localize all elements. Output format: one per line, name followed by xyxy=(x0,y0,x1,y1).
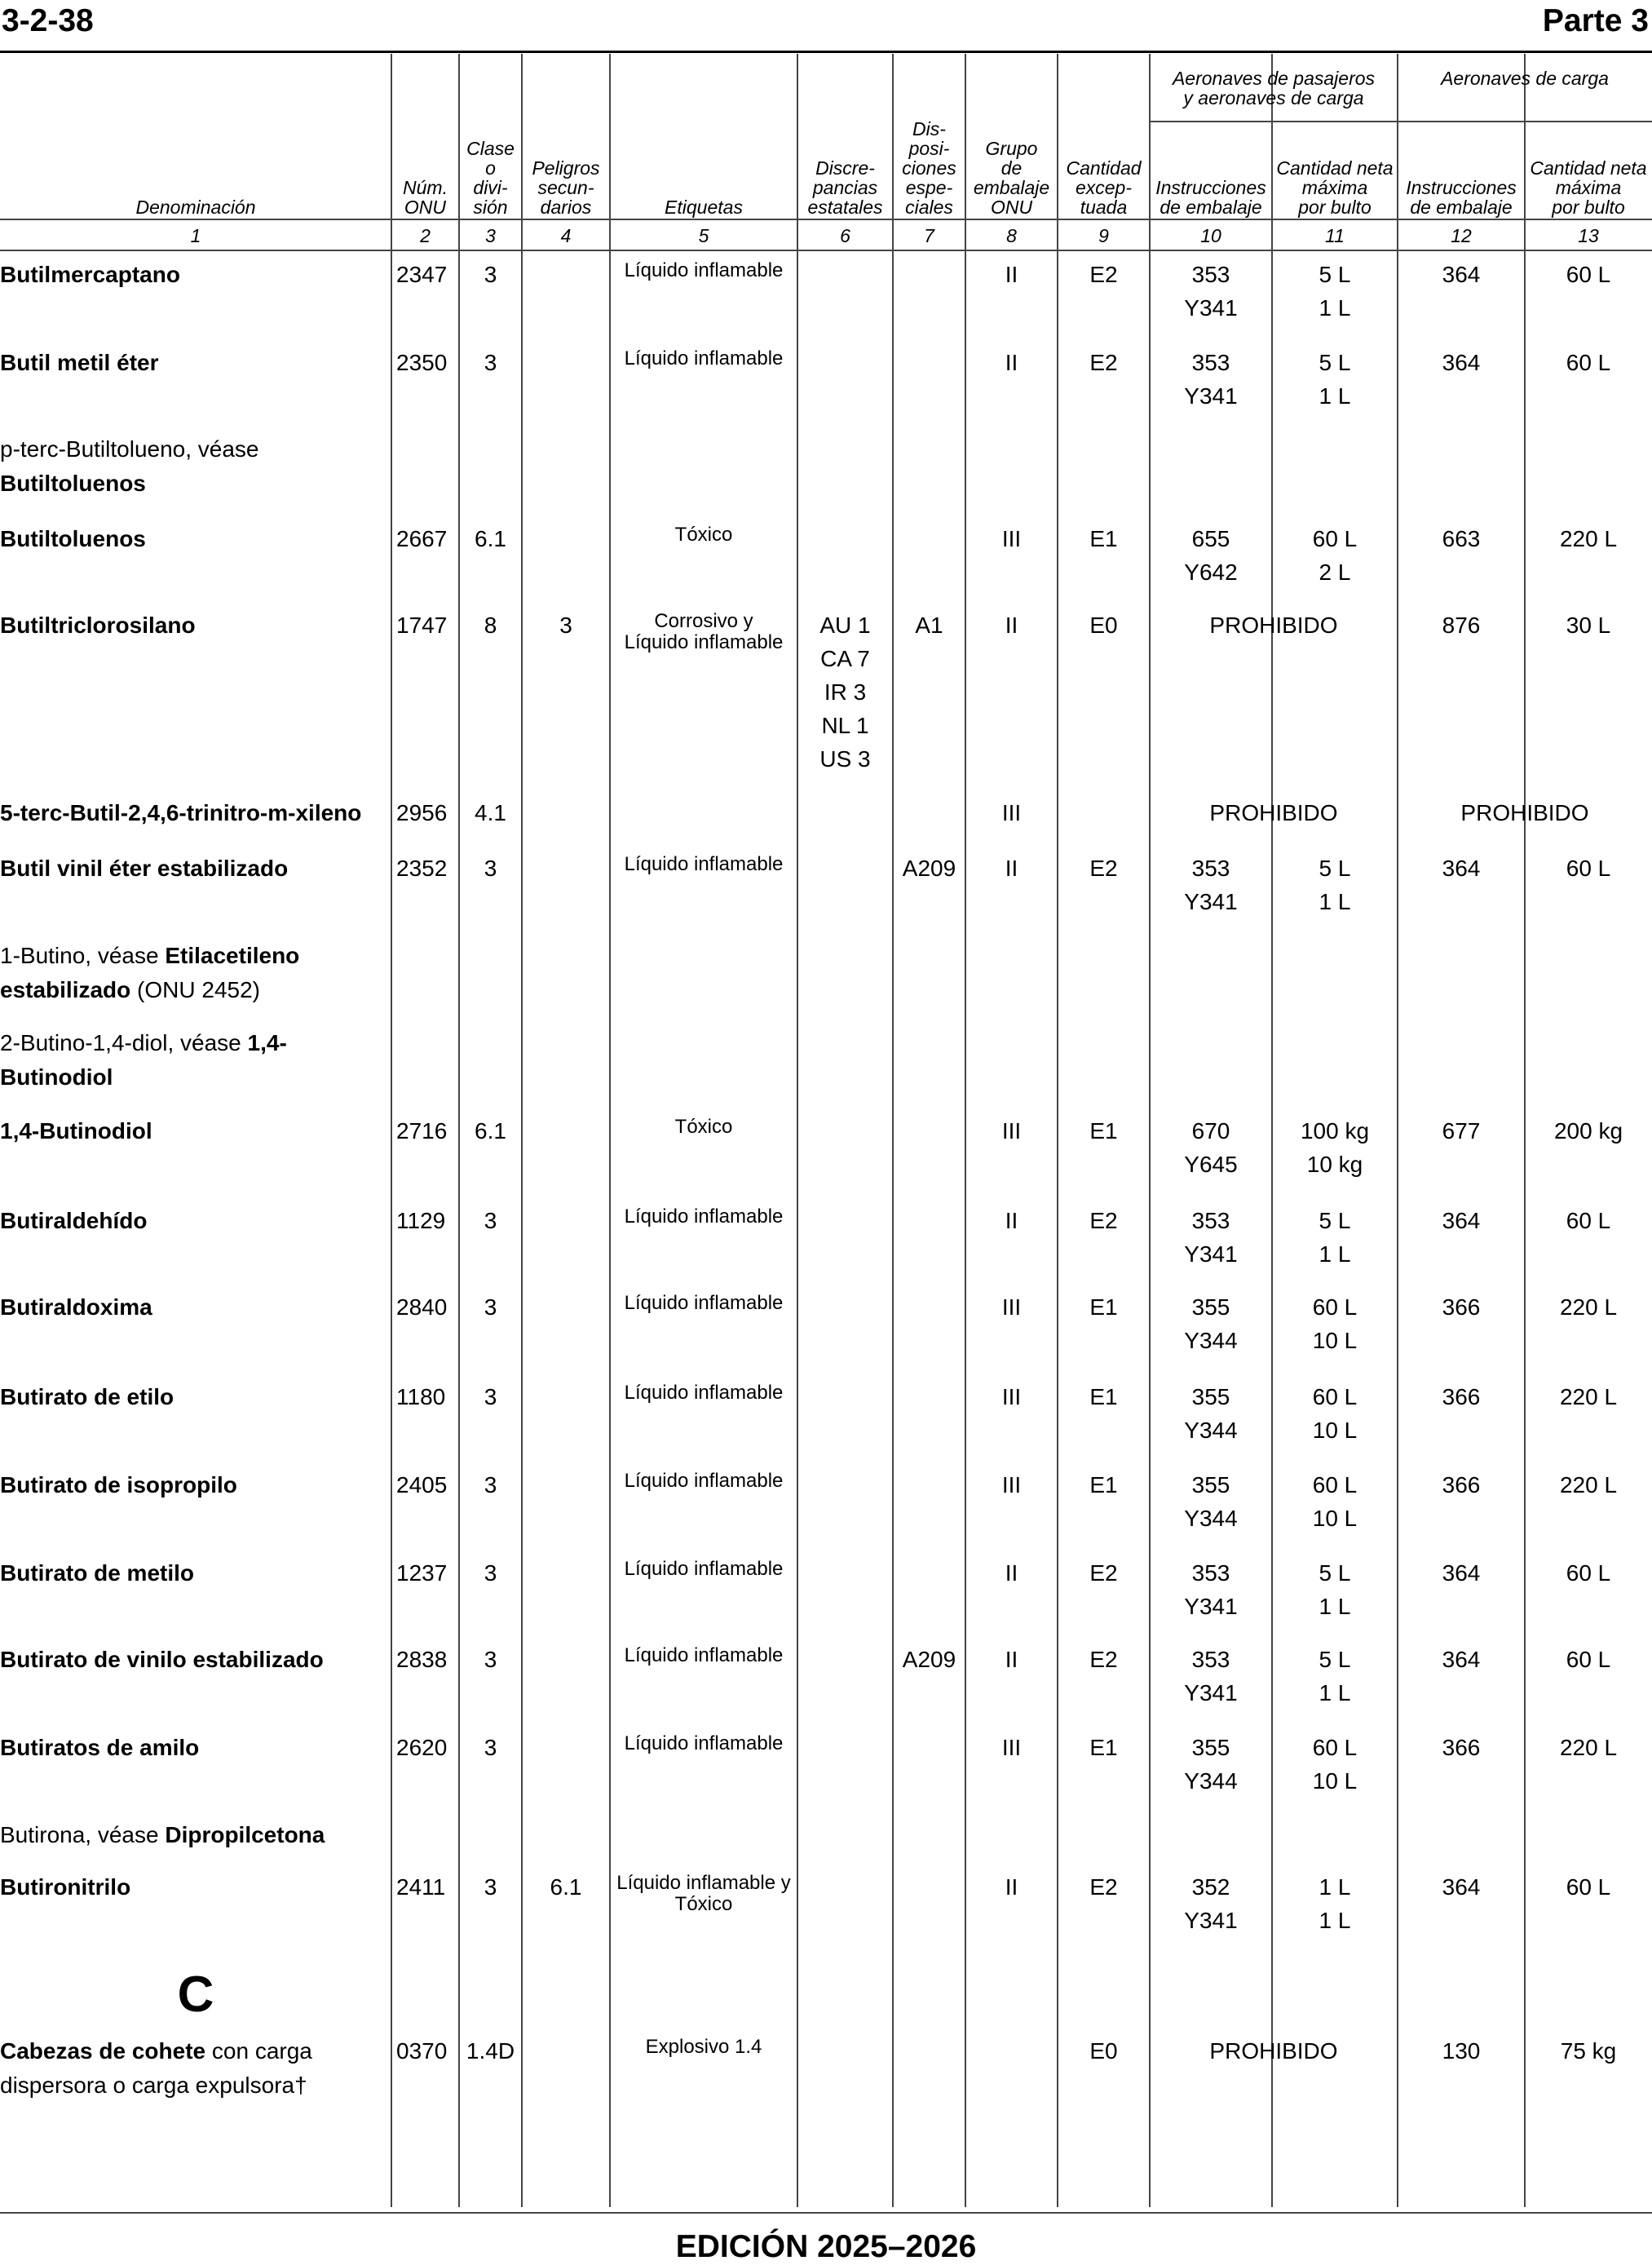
substance-name xyxy=(0,1731,383,1765)
substance-name-bold: Butil vinil éter estabilizado xyxy=(0,856,289,881)
column-header-7: Dis- posi- ciones espe- ciales xyxy=(902,118,956,218)
passenger-packing-instruction: 353 Y341 xyxy=(1184,1647,1238,1705)
substance-name xyxy=(0,522,383,556)
passenger-packing-instruction: 355 Y344 xyxy=(1184,1294,1238,1353)
hazard-label: Líquido inflamable xyxy=(624,259,784,281)
cargo-max-quantity: 60 L xyxy=(1566,1560,1611,1586)
passenger-max-quantity: 60 L 10 L xyxy=(1312,1735,1358,1794)
un-number: 1129 xyxy=(396,1208,446,1233)
cargo-max-quantity: 220 L xyxy=(1559,1294,1618,1320)
hazard-label: Corrosivo y Líquido inflamable xyxy=(624,610,784,653)
un-number: 2405 xyxy=(396,1472,448,1497)
cargo-packing-instruction: 366 xyxy=(1442,1384,1481,1409)
cargo-packing-instruction: 366 xyxy=(1442,1735,1481,1760)
substance-name xyxy=(0,1870,383,1904)
packing-group: II xyxy=(1005,856,1018,881)
class-division: 3 xyxy=(484,1647,497,1672)
cargo-max-quantity: 220 L xyxy=(1559,1735,1618,1760)
reference-prefix: 2-Butino-1,4-diol, véase xyxy=(0,1030,248,1055)
packing-group: II xyxy=(1005,1647,1018,1672)
hazard-label: Explosivo 1.4 xyxy=(645,2036,762,2058)
subsidiary-hazard: 3 xyxy=(559,613,572,638)
excepted-quantity: E0 xyxy=(1089,613,1118,638)
column-divider xyxy=(797,54,798,2207)
un-number: 2347 xyxy=(396,262,448,287)
header-rule-line xyxy=(0,219,1652,220)
excepted-quantity: E2 xyxy=(1089,1560,1118,1586)
excepted-quantity: E1 xyxy=(1089,1384,1118,1409)
un-number: 2350 xyxy=(396,350,448,375)
packing-group: III xyxy=(1001,1472,1022,1497)
substance-name xyxy=(0,2034,383,2103)
substance-name-bold: Butironitrilo xyxy=(0,1874,131,1900)
hazard-label: Líquido inflamable xyxy=(624,1470,784,1492)
passenger-packing-instruction: 355 Y344 xyxy=(1184,1384,1238,1443)
cross-reference-text xyxy=(0,1026,383,1095)
cargo-packing-instruction: 364 xyxy=(1442,1560,1481,1586)
column-header-4: Peligros secun- darios xyxy=(532,157,600,218)
substance-name-bold: Butirato de etilo xyxy=(0,1384,174,1409)
packing-group: III xyxy=(1001,526,1022,551)
excepted-quantity: E0 xyxy=(1089,2038,1118,2064)
column-header-10: Instrucciones de embalaje xyxy=(1155,177,1266,218)
excepted-quantity: E2 xyxy=(1089,1874,1118,1900)
substance-name xyxy=(0,1556,383,1590)
column-number-9: 9 xyxy=(1098,225,1109,246)
hazard-label: Líquido inflamable xyxy=(624,1644,784,1666)
un-number: 0370 xyxy=(396,2038,448,2064)
class-division: 3 xyxy=(484,1208,497,1233)
column-number-5: 5 xyxy=(698,225,709,246)
un-number: 1747 xyxy=(396,613,448,638)
class-division: 3 xyxy=(484,1384,497,1409)
packing-group: III xyxy=(1001,1294,1022,1320)
reference-prefix: 1-Butino, véase xyxy=(0,943,166,968)
substance-name xyxy=(0,1204,383,1238)
state-variations: AU 1 CA 7 IR 3 NL 1 US 3 xyxy=(819,613,871,772)
packing-group: II xyxy=(1005,1874,1018,1900)
un-number: 2716 xyxy=(396,1118,448,1144)
cargo-forbidden: PROHIBIDO xyxy=(1460,800,1589,825)
passenger-packing-instruction: 655 Y642 xyxy=(1184,526,1238,585)
class-division: 6.1 xyxy=(475,526,506,551)
class-division: 4.1 xyxy=(475,800,506,825)
excepted-quantity: E1 xyxy=(1089,1118,1118,1144)
column-number-13: 13 xyxy=(1578,225,1599,246)
packing-group: II xyxy=(1005,1560,1018,1586)
cargo-max-quantity: 200 kg xyxy=(1553,1118,1623,1144)
un-number: 2840 xyxy=(396,1294,448,1320)
column-number-8: 8 xyxy=(1006,225,1017,246)
passenger-forbidden: PROHIBIDO xyxy=(1209,613,1338,638)
passenger-max-quantity: 5 L 1 L xyxy=(1319,1208,1351,1267)
un-number: 1180 xyxy=(396,1384,446,1409)
packing-group: II xyxy=(1005,350,1018,375)
special-provisions: A209 xyxy=(902,1647,956,1672)
column-number-12: 12 xyxy=(1451,225,1472,246)
reference-target: Dipropilcetona xyxy=(165,1822,325,1847)
class-division: 3 xyxy=(484,1472,497,1497)
substance-name-bold: 1,4-Butinodiol xyxy=(0,1118,152,1144)
cargo-packing-instruction: 366 xyxy=(1442,1472,1481,1497)
reference-target: Butiltoluenos xyxy=(0,471,146,496)
subsidiary-hazard: 6.1 xyxy=(550,1874,582,1900)
un-number: 2352 xyxy=(396,856,448,881)
hazard-label: Líquido inflamable xyxy=(624,853,784,875)
substance-name xyxy=(0,346,383,380)
cross-reference-text xyxy=(0,432,383,501)
reference-prefix: p-terc-Butiltolueno, véase xyxy=(0,436,259,462)
packing-group: III xyxy=(1001,1735,1022,1760)
passenger-packing-instruction: 353 Y341 xyxy=(1184,1560,1238,1619)
substance-name-bold: Butirato de vinilo estabilizado xyxy=(0,1647,324,1672)
passenger-max-quantity: 5 L 1 L xyxy=(1319,350,1351,409)
cargo-max-quantity: 60 L xyxy=(1566,1208,1611,1233)
substance-name xyxy=(0,796,383,830)
column-divider xyxy=(892,54,894,2207)
passenger-packing-instruction: 670 Y645 xyxy=(1184,1118,1238,1177)
section-letter: C xyxy=(177,1966,214,2023)
packing-group: II xyxy=(1005,262,1018,287)
column-header-3: Clase o divi- sión xyxy=(466,138,515,218)
column-number-4: 4 xyxy=(560,225,572,246)
substance-name-bold: Butilmercaptano xyxy=(0,262,180,287)
excepted-quantity: E2 xyxy=(1089,1647,1118,1672)
footer-rule xyxy=(0,2212,1652,2214)
excepted-quantity: E1 xyxy=(1089,1472,1118,1497)
page-number: 3-2-38 xyxy=(2,3,94,38)
packing-group: II xyxy=(1005,1208,1018,1233)
un-number: 2838 xyxy=(396,1647,448,1672)
packing-group: II xyxy=(1005,613,1018,638)
column-number-1: 1 xyxy=(190,225,201,246)
substance-name xyxy=(0,852,383,886)
cargo-max-quantity: 60 L xyxy=(1566,856,1611,881)
class-division: 6.1 xyxy=(475,1118,506,1144)
substance-name xyxy=(0,1468,383,1502)
header-rule-line xyxy=(0,250,1652,251)
column-number-3: 3 xyxy=(485,225,496,246)
excepted-quantity: E1 xyxy=(1089,1735,1118,1760)
excepted-quantity: E1 xyxy=(1089,1294,1118,1320)
passenger-packing-instruction: 355 Y344 xyxy=(1184,1472,1238,1531)
passenger-packing-instruction: 353 Y341 xyxy=(1184,856,1238,914)
passenger-forbidden: PROHIBIDO xyxy=(1209,2038,1338,2064)
column-header-8: Grupo de embalaje ONU xyxy=(973,138,1050,218)
substance-name-bold: Butiraldehído xyxy=(0,1208,148,1233)
excepted-quantity: E1 xyxy=(1089,526,1118,551)
packing-group: III xyxy=(1001,1118,1022,1144)
hazard-label: Líquido inflamable xyxy=(624,1205,784,1228)
passenger-packing-instruction: 355 Y344 xyxy=(1184,1735,1238,1794)
cargo-max-quantity: 220 L xyxy=(1559,1384,1618,1409)
substance-name-bold: 5-terc-Butil-2,4,6-trinitro-m-xileno xyxy=(0,800,362,825)
passenger-max-quantity: 5 L 1 L xyxy=(1319,262,1351,321)
group-header-cargo: Aeronaves de carga xyxy=(1441,68,1609,89)
un-number: 2620 xyxy=(396,1735,448,1760)
un-number: 1237 xyxy=(396,1560,448,1586)
un-number: 2667 xyxy=(396,526,448,551)
hazard-label: Líquido inflamable xyxy=(624,1732,784,1754)
passenger-max-quantity: 60 L 2 L xyxy=(1312,526,1358,585)
hazard-label: Líquido inflamable xyxy=(624,1558,784,1580)
substance-name-bold: Butirato de isopropilo xyxy=(0,1472,237,1497)
class-division: 3 xyxy=(484,1874,497,1900)
substance-name xyxy=(0,1643,383,1677)
substance-name xyxy=(0,258,383,292)
cargo-packing-instruction: 364 xyxy=(1442,856,1481,881)
substance-name-bold: Cabezas de cohete xyxy=(0,2038,206,2064)
column-header-13: Cantidad neta máxima por bulto xyxy=(1530,157,1647,218)
reference-prefix: Butirona, véase xyxy=(0,1822,166,1847)
cross-reference-text xyxy=(0,939,383,1007)
cargo-max-quantity: 30 L xyxy=(1566,613,1611,638)
header-rule xyxy=(0,51,1652,53)
cargo-packing-instruction: 364 xyxy=(1442,1647,1481,1672)
special-provisions: A209 xyxy=(902,856,956,881)
cargo-max-quantity: 60 L xyxy=(1566,1874,1611,1900)
cargo-packing-instruction: 130 xyxy=(1442,2038,1481,2064)
cargo-packing-instruction: 366 xyxy=(1442,1294,1481,1320)
hazard-label: Líquido inflamable y Tóxico xyxy=(616,1872,791,1915)
passenger-max-quantity: 100 kg 10 kg xyxy=(1300,1118,1370,1177)
column-divider xyxy=(391,54,392,2207)
hazard-label: Líquido inflamable xyxy=(624,1382,784,1404)
excepted-quantity: E2 xyxy=(1089,1208,1118,1233)
substance-name xyxy=(0,1290,383,1325)
column-header-5: Etiquetas xyxy=(665,197,743,218)
substance-name xyxy=(0,608,383,643)
substance-name-bold: Butirato de metilo xyxy=(0,1560,195,1586)
part-label: Parte 3 xyxy=(1542,3,1649,38)
class-division: 1.4D xyxy=(466,2038,515,2064)
cargo-packing-instruction: 876 xyxy=(1442,613,1481,638)
cargo-packing-instruction: 663 xyxy=(1442,526,1481,551)
cargo-packing-instruction: 677 xyxy=(1442,1118,1481,1144)
cargo-packing-instruction: 364 xyxy=(1442,1874,1481,1900)
cargo-max-quantity: 220 L xyxy=(1559,1472,1618,1497)
substance-name-bold: Butiratos de amilo xyxy=(0,1735,200,1760)
hazard-label: Líquido inflamable xyxy=(624,347,784,369)
substance-name-bold: Butil metil éter xyxy=(0,350,159,375)
hazard-label: Tóxico xyxy=(674,524,733,546)
class-division: 3 xyxy=(484,262,497,287)
excepted-quantity: E2 xyxy=(1089,350,1118,375)
passenger-forbidden: PROHIBIDO xyxy=(1209,800,1338,825)
packing-group: III xyxy=(1001,1384,1022,1409)
passenger-max-quantity: 5 L 1 L xyxy=(1319,1647,1351,1705)
passenger-max-quantity: 5 L 1 L xyxy=(1319,1560,1351,1619)
cargo-packing-instruction: 364 xyxy=(1442,262,1481,287)
passenger-max-quantity: 60 L 10 L xyxy=(1312,1384,1358,1443)
substance-name-bold: Butiraldoxima xyxy=(0,1294,152,1320)
substance-name xyxy=(0,1380,383,1414)
cargo-max-quantity: 220 L xyxy=(1559,526,1618,551)
passenger-packing-instruction: 353 Y341 xyxy=(1184,262,1238,321)
cargo-max-quantity: 60 L xyxy=(1566,350,1611,375)
passenger-packing-instruction: 352 Y341 xyxy=(1184,1874,1238,1933)
passenger-packing-instruction: 353 Y341 xyxy=(1184,1208,1238,1267)
column-number-6: 6 xyxy=(840,225,850,246)
column-number-10: 10 xyxy=(1200,225,1221,246)
hazard-label: Tóxico xyxy=(674,1116,733,1138)
class-division: 8 xyxy=(484,613,497,638)
cargo-max-quantity: 60 L xyxy=(1566,262,1611,287)
reference-target: 1,4-Butinodiol xyxy=(0,1030,287,1090)
class-division: 3 xyxy=(484,856,497,881)
edition-footer: EDICIÓN 2025–2026 xyxy=(675,2229,977,2264)
substance-name xyxy=(0,1114,383,1148)
column-header-6: Discre- pancias estatales xyxy=(807,157,883,218)
substance-name-qualifier: con carga dispersora o carga expulsora† xyxy=(0,2038,312,2098)
cargo-packing-instruction: 364 xyxy=(1442,1208,1481,1233)
cargo-packing-instruction: 364 xyxy=(1442,350,1481,375)
substance-name-bold: Butiltriclorosilano xyxy=(0,613,196,638)
column-header-11: Cantidad neta máxima por bulto xyxy=(1276,157,1394,218)
column-number-7: 7 xyxy=(924,225,934,246)
class-division: 3 xyxy=(484,1560,497,1586)
substance-name-bold: Butiltoluenos xyxy=(0,526,146,551)
un-number: 2411 xyxy=(396,1874,446,1900)
class-division: 3 xyxy=(484,1735,497,1760)
cargo-max-quantity: 60 L xyxy=(1566,1647,1611,1672)
reference-target: Etilacetileno estabilizado xyxy=(0,943,300,1002)
cross-reference-text xyxy=(0,1818,383,1852)
passenger-packing-instruction: 353 Y341 xyxy=(1184,350,1238,409)
column-header-2: Núm. ONU xyxy=(403,177,448,218)
hazard-label: Líquido inflamable xyxy=(624,1292,784,1314)
column-number-11: 11 xyxy=(1325,225,1345,246)
cargo-max-quantity: 75 kg xyxy=(1560,2038,1617,2064)
column-number-2: 2 xyxy=(420,225,431,246)
excepted-quantity: E2 xyxy=(1089,262,1118,287)
passenger-max-quantity: 5 L 1 L xyxy=(1319,856,1351,914)
passenger-max-quantity: 60 L 10 L xyxy=(1312,1294,1358,1353)
passenger-max-quantity: 1 L 1 L xyxy=(1319,1874,1351,1933)
packing-group: III xyxy=(1001,800,1022,825)
un-number: 2956 xyxy=(396,800,448,825)
page-header xyxy=(0,0,1652,54)
class-division: 3 xyxy=(484,1294,497,1320)
column-header-9: Cantidad excep- tuada xyxy=(1066,157,1142,218)
passenger-max-quantity: 60 L 10 L xyxy=(1312,1472,1358,1531)
reference-suffix: (ONU 2452) xyxy=(130,977,260,1002)
column-header-12: Instrucciones de embalaje xyxy=(1406,177,1517,218)
column-header-1: Denominación xyxy=(135,197,256,218)
special-provisions: A1 xyxy=(915,613,943,638)
excepted-quantity: E2 xyxy=(1089,856,1118,881)
class-division: 3 xyxy=(484,350,497,375)
group-header-passenger: Aeronaves de pasajeros y aeronaves de carga xyxy=(1172,68,1376,108)
